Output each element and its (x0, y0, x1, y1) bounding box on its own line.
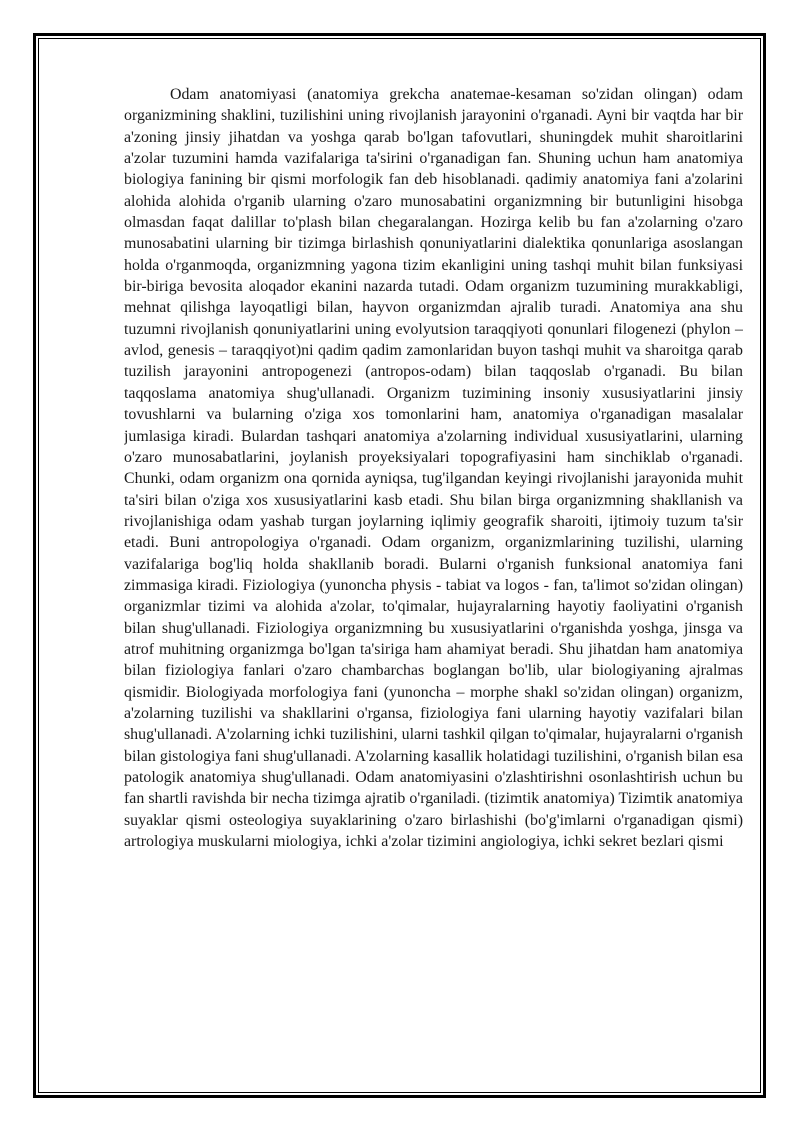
body-paragraph: Odam anatomiyasi (anatomiya grekcha anatemae-kesaman so'zidan olingan) odam organizmining shaklini, tuzilishini uning rivojlanish jarayonini o'rganadi. Ayni bir vaqtda har bir a'zoning jinsiy jihatdan va yoshga qarab bo'lgan tafovutlari, shuningdek muhit sharoitlarini a'zolar tuzumini hamda vazifalariga ta'sirini o'rganadigan fan. Shuning uchun ham anatomiya biologiya fanining bir qismi morfologik fan deb hisoblanadi. qadimiy anatomiya fani a'zolarini alohida alohida o'rganib ularning o'zaro munosabatini organizmning bir butunligini hisobga olmasdan faqat dalillar to'plash bilan chegaralangan. Hozirga kelib bu fan a'zolarning o'zaro munosabatini ularning bir tizimga birlashish qonuniyatlarini dialektika qonunlariga asoslangan holda o'rganmoqda, organizmning yagona tizim ekanligini uning tashqi muhit bilan funksiyasi bir-biriga bevosita aloqador ekanini nazarda tutadi. Odam organizm tuzumining murakkabligi, mehnat qilishga layoqatligi bilan, hayvon organizmdan ajralib turadi. Anatomiya ana shu tuzumni rivojlanish qonuniyatlarini uning evolyutsion taraqqiyoti qonunlari filogenezi (phylon – avlod, genesis – taraqqiyot)ni qadim qadim zamonlaridan buyon tashqi muhit va sharoitga qarab tuzilish jarayonini antropogenezi (antropos-odam) bilan taqqoslab o'rganadi. Bu bilan taqqoslama anatomiya shug'ullanadi. Organizm tuzimining insoniy xususiyatlarini jinsiy tovushlarni va bularning o'ziga xos tomonlarini ham, anatomiya o'rganadigan masalalar jumlasiga kiradi. Bulardan tashqari anatomiya a'zolarning individual xususiyatlarini, ularning o'zaro munosabatlarini, joylanish proyeksiyalari topografiyasini ham sinchiklab o'rganadi. Chunki, odam organizm ona qornida ayniqsa, tug'ilgandan keyingi rivojlanishi jarayonida muhit ta'siri bilan o'ziga xos xususiyatlarini kasb etadi. Shu bilan birga organizmning shakllanish va rivojlanishiga odam yashab turgan joylarning iqlimiy geografik sharoiti, ijtimoiy tuzum ta'sir etadi. Buni antropologiya o'rganadi. Odam organizm, organizmlarining tuzilishi, ularning vazifalariga bog'liq holda shakllanib boradi. Bularni o'rganish funksional anatomiya fani zimmasiga kiradi. Fiziologiya (yunoncha physis - tabiat va logos - fan, ta'limot so'zidan olingan) organizmlar tizimi va alohida a'zolar, to'qimalar, hujayralarning hayotiy faoliyatini o'rganish bilan shug'ullanadi. Fiziologiya organizmning bu xususiyatlarini o'rganishda yoshga, jinsga va atrof muhitning organizmga bo'lgan ta'siriga ham ahamiyat beradi. Shu jihatdan ham anatomiya bilan fiziologiya fanlari o'zaro chambarchas boglangan bo'lib, ular biologiyaning ajralmas qismidir. Biologiyada morfologiya fani (yunoncha – morphe shakl so'zidan olingan) organizm, a'zolarning tuzilishi va shakllarini o'rgansa, fiziologiya fani ularning hayotiy vazifalari bilan shug'ullanadi. A'zolarning ichki tuzilishini, ularni tashkil qilgan to'qimalar, hujayralarni o'rganish bilan gistologiya fani shug'ullanadi. A'zolarning kasallik holatidagi tuzilishini, o'rganish bilan esa patologik anatomiya shug'ullanadi. Odam anatomiyasini o'zlashtirishni osonlashtirish uchun bu fan shartli ravishda bir necha tizimga ajratib o'rganiladi. (tizimtik anatomiya) Tizimtik anatomiya suyaklar qismi osteologiya suyaklarining o'zaro birlashishi (bo'g'imlarni o'rganadigan qismi) artrologiya muskularni miologiya, ichki a'zolar tizimini angiologiya, ichki sekret bezlari qismi (124, 86, 743, 851)
page-body (124, 84, 743, 1024)
